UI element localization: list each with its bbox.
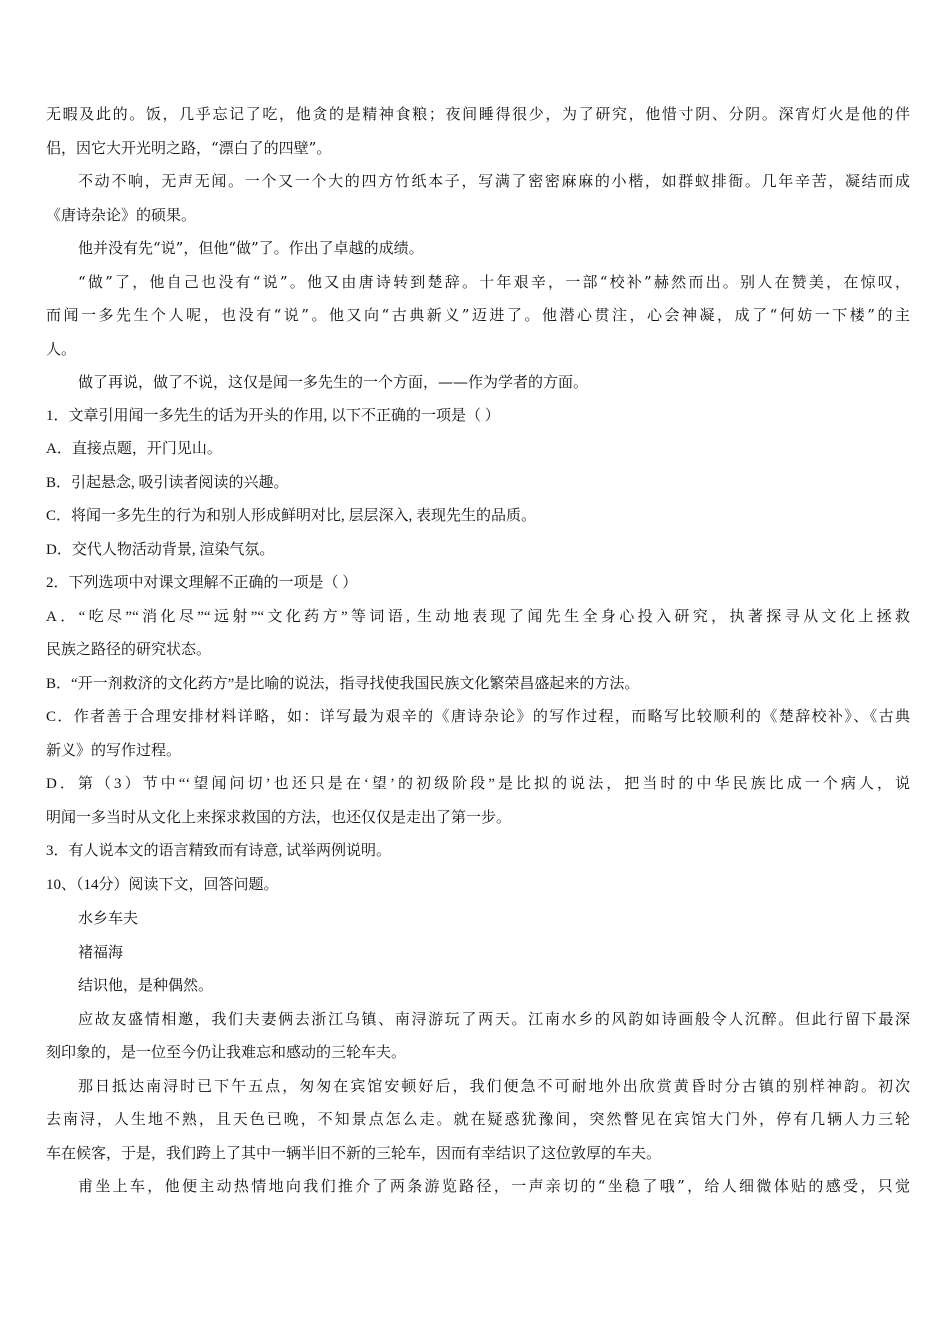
text-line: 民族之路径的研究状态。 [46,642,212,658]
text-line: 《唐诗杂论》的硕果。 [46,205,197,224]
text-line: D．第（3）节中“‘望闻问切’也还只是在‘望’的初级阶段”是比拟的说法，把当时的中华民族比成一个病人，说 [46,776,910,792]
text-line: 而闻一多先生个人呢，也没有“说”。他又向“古典新义”迈进了。他潜心贯注，心会神凝，成了“何妨一下楼”的主 [46,306,910,324]
text-line: 水乡车夫 [78,909,139,927]
text-line: C．作者善于合理安排材料详略，如：详写最为艰辛的《唐诗杂论》的写作过程，而略写比较顺利的《楚辞校补》、《古典 [46,709,910,725]
text-line: 刻印象的，是一位至今仍让我难忘和感动的三轮车夫。 [46,1043,407,1061]
text-line: 2．下列选项中对课文理解不正确的一项是（ ） [46,575,358,591]
text-line: B．“开一剂救济的文化药方”是比喻的说法，指寻找使我国民族文化繁荣昌盛起来的方法。 [46,675,640,692]
text-line: 那日抵达南浔时已下午五点，匆匆在宾馆安顿好后，我们便急不可耐地外出欣赏黄昏时分古镇的别样神韵。初次 [78,1076,910,1095]
text-line: A．“吃尽”“消化尽”“远射”“文化药方”等词语, 生动地表现了闻先生全身心投入研究，执著探寻从文化上拯救 [46,608,910,625]
text-line: 他并没有先“说”，但他“做”了。作出了卓越的成绩。 [78,239,424,257]
text-line: D．交代人物活动背景, 渲染气氛。 [46,541,275,558]
text-line: 无暇及此的。饭，几乎忘记了吃，他贪的是精神食粮；夜间睡得很少，为了研究，他惜寸阴、分阴。深宵灯火是他的伴 [46,105,910,123]
text-line: 应故友盛情相邀，我们夫妻俩去浙江乌镇、南浔游玩了两天。江南水乡的风韵如诗画般令人沉醉。但此行留下最深 [78,1009,910,1028]
text-line: 3．有人说本文的语言精致而有诗意, 试举两例说明。 [46,843,392,859]
text-line: B．引起悬念, 吸引读者阅读的兴趣。 [46,474,289,491]
text-line: 人。 [46,339,77,358]
text-line: “做”了，他自己也没有“说”。他又由唐诗转到楚辞。十年艰辛，一部“校补”赫然而出。别人在赞美，在惊叹， [78,272,910,291]
text-line: 车在候客，于是，我们跨上了其中一辆半旧不新的三轮车，因而有幸结识了这位敦厚的车夫。 [46,1143,662,1162]
text-line: 甫坐上车，他便主动热情地向我们推介了两条游览路径，一声亲切的“坐稳了哦”，给人细微体贴的感受，只觉 [78,1177,910,1195]
text-line: A．直接点题，开门见山。 [46,441,222,457]
text-line: 去南浔，人生地不熟，且天色已晚，不知景点怎么走。就在疑惑犹豫间，突然瞥见在宾馆大门外，停有几辆人力三轮 [46,1110,910,1128]
text-line: 做了再说，做了不说，这仅是闻一多先生的一个方面，——作为学者的方面。 [78,373,589,391]
text-line: 结识他，是种偶然。 [78,976,214,994]
document-page [46,98,910,1204]
text-line: 侣，因它大开光明之路，“漂白了的四壁”。 [46,138,332,157]
text-line: 新义》的写作过程。 [46,742,182,759]
text-line: C．将闻一多先生的行为和别人形成鲜明对比, 层层深入, 表现先生的品质。 [46,508,537,524]
text-line: 10、（14分）阅读下文，回答问题。 [46,876,279,893]
text-line: 不动不响，无声无闻。一个又一个大的四方竹纸本子，写满了密密麻麻的小楷，如群蚁排衙。几年辛苦，凝结而成 [78,172,910,190]
text-line: 明闻一多当时从文化上来探求救国的方法，也还仅仅是走出了第一步。 [46,809,512,826]
text-line: 褚福海 [78,942,124,961]
text-line: 1．文章引用闻一多先生的话为开头的作用, 以下不正确的一项是（ ） [46,407,500,424]
